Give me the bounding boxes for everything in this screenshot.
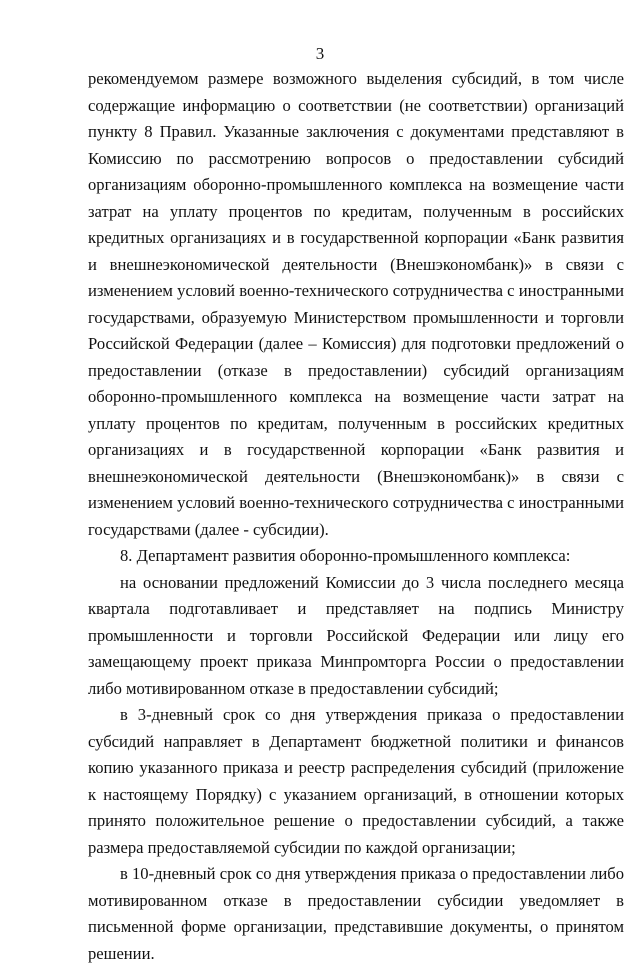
document-body <box>88 66 624 967</box>
paragraph-proposal-preparation: на основании предложений Комиссии до 3 числа последнего месяца квартала подготавливает и представляет на подпись Министру промышленности и торговли Российской Федерации или лицу его замещающему проект приказа Минпромторга России о предоставлении либо мотивированном отказе в предоставлении субсидий; <box>88 572 624 698</box>
paragraph-notification: в 10-дневный срок со дня утверждения приказа о предоставлении либо мотивированном отказе в предоставлении субсидии уведомляет в письменной форме организации, представившие документы, о принятом решении. <box>88 864 624 963</box>
page-number: 3 <box>315 44 325 63</box>
paragraph-item-8-heading: 8. Департамент развития оборонно-промышленного комплекса: <box>120 546 571 565</box>
paragraph-continuation: рекомендуемом размере возможного выделения субсидий, в том числе содержащие информацию о соответствии (не соответствии) организаций пункту 8 Правил. Указанные заключения с документами представляют в Комиссию по рассмотрению вопросов о предоставлении субсидий организациям оборонно-промышленного комплекса на возмещение части затрат на уплату процентов по кредитам, полученным в российских кредитных организациях и в государственной корпорации «Банк развития и внешнеэкономической деятельности (Внешэкономбанк)» в связи с изменением условий военно-технического сотрудничества с иностранными государствами, образуемую Министерством промышленности и торговли Российской Федерации (далее – Комиссия) для подготовки предложений о предоставлении (отказе в предоставлении) субсидий организациям оборонно-промышленного комплекса на возмещение части затрат на уплату процентов по кредитам, полученным в российских кредитных организациях и в государственной корпорации «Банк развития и внешнеэкономической деятельности (Внешэкономбанк)» в связи с изменением условий военно-технического сотрудничества с иностранными государствами (далее - субсидии). <box>88 69 624 539</box>
paragraph-order-copy-sending: в 3-дневный срок со дня утверждения приказа о предоставлении субсидий направляет в Департамент бюджетной политики и финансов копию указанного приказа и реестр распределения субсидий (приложение к настоящему Порядку) с указанием организаций, в отношении которых принято положительное решение о предоставлении субсидий, а также размера предоставляемой субсидии по каждой организации; <box>88 705 624 857</box>
